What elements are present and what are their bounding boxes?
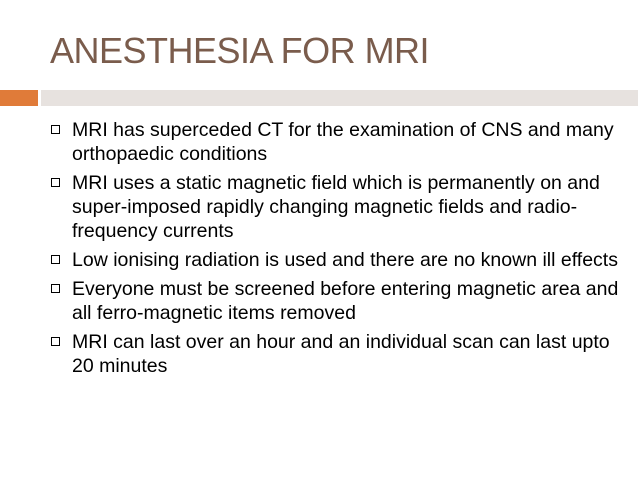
square-bullet-icon (51, 255, 60, 264)
square-bullet-icon (51, 284, 60, 293)
bullet-text: Everyone must be screened before entering magnetic area and all ferro-magnetic items removed (72, 278, 619, 324)
bullet-item (50, 171, 620, 243)
square-bullet-icon (51, 337, 60, 346)
bullet-text: MRI has superceded CT for the examination of CNS and many orthopaedic conditions (72, 119, 614, 165)
bullet-item (50, 277, 620, 325)
square-bullet-icon (51, 178, 60, 187)
slide-title: ANESTHESIA FOR MRI (50, 30, 430, 71)
bullet-item (50, 248, 620, 272)
bullet-text: MRI uses a static magnetic field which is permanently on and super-imposed rapidly changing magnetic fields and radio-frequency currents (72, 172, 600, 242)
bullet-text: Low ionising radiation is used and there are no known ill effects (72, 249, 618, 271)
bullet-item (50, 330, 620, 378)
bullet-item (50, 118, 620, 166)
accent-bar (0, 90, 38, 106)
square-bullet-icon (51, 125, 60, 134)
bullet-list (50, 118, 620, 383)
bullet-text: MRI can last over an hour and an individual scan can last upto 20 minutes (72, 331, 610, 377)
title-rule-bar (41, 90, 638, 106)
